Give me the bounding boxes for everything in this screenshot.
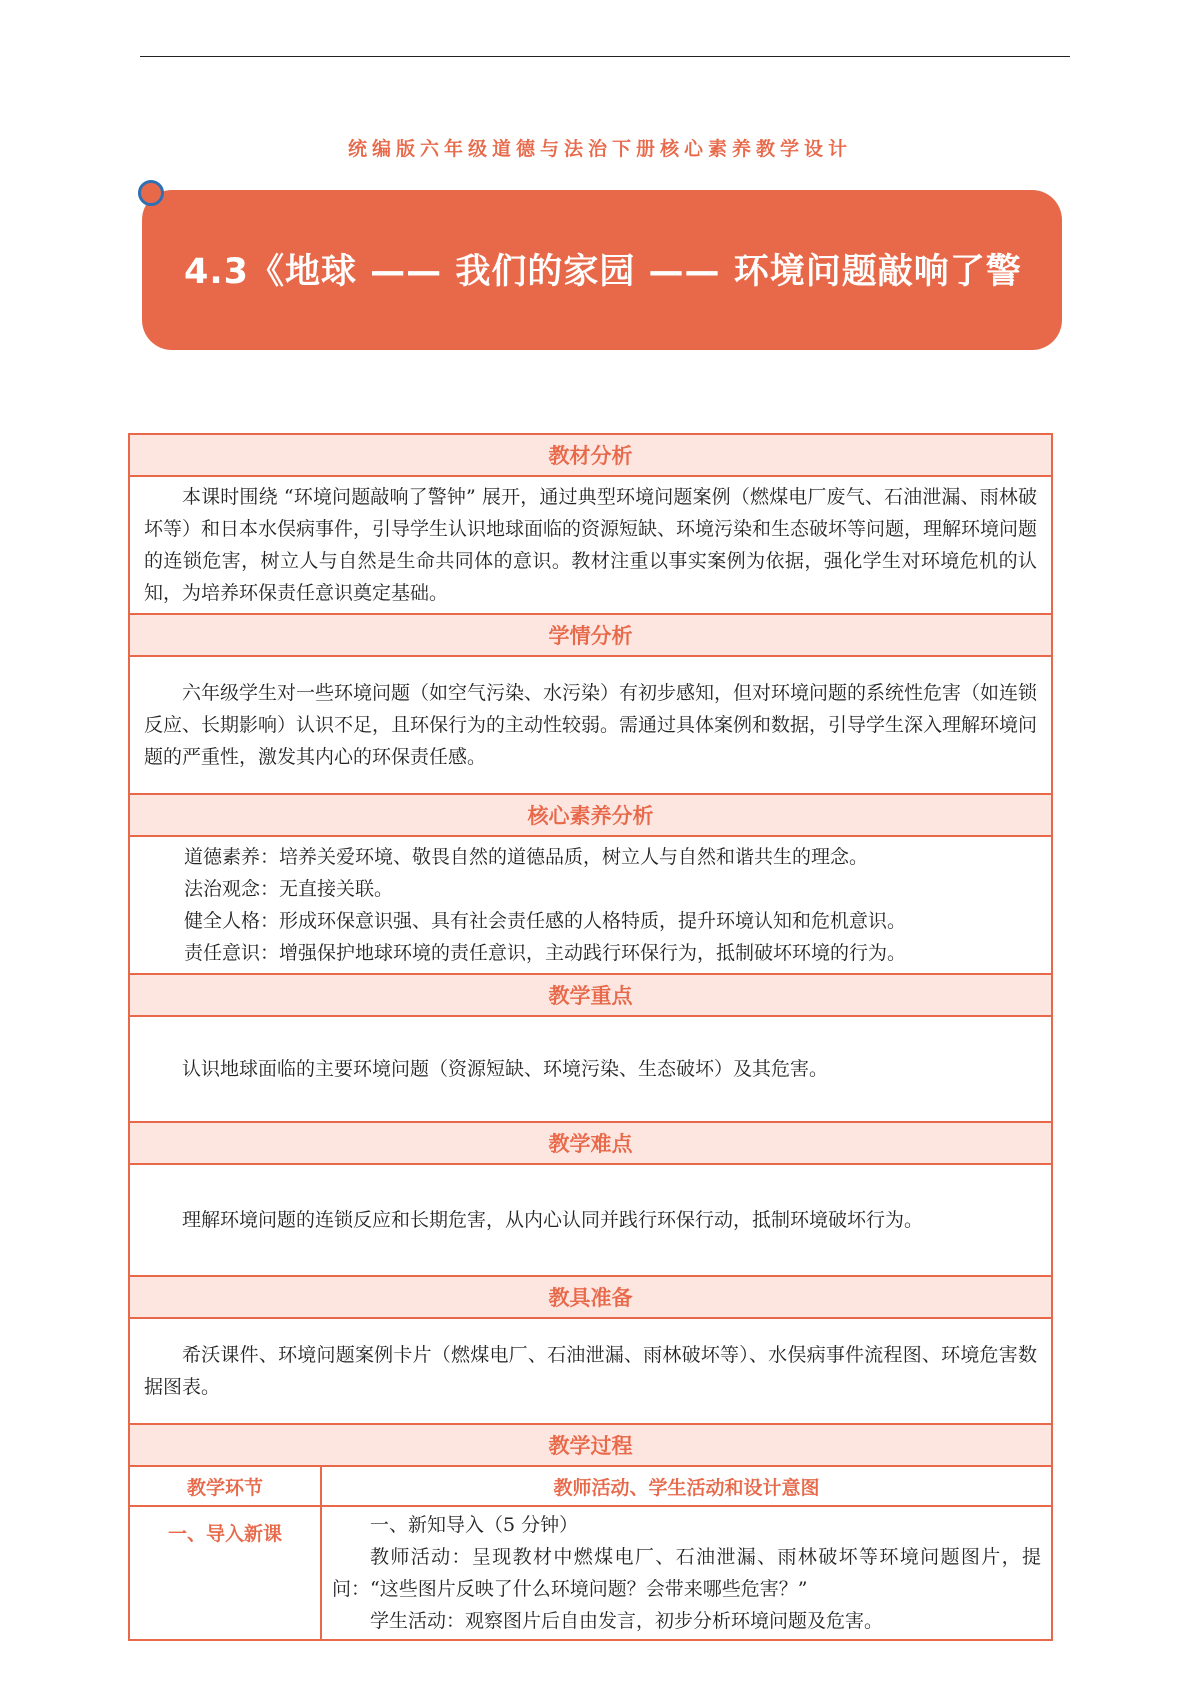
section-body-students — [129, 656, 1052, 794]
section-body-difficulties — [129, 1164, 1052, 1276]
section-body-materials — [129, 1318, 1052, 1424]
materials-text: 希沃课件、环境问题案例卡片（燃煤电厂、石油泄漏、雨林破坏等）、水俣病事件流程图、环境危害数据图表。 — [144, 1344, 1037, 1398]
section-heading-students: 学情分析 — [129, 614, 1052, 656]
section-heading-textbook: 教材分析 — [129, 434, 1052, 476]
stage-name: 一、导入新课 — [129, 1506, 321, 1640]
difficulties-text: 理解环境问题的连锁反应和长期危害，从内心认同并践行环保行动，抵制环境破坏行为。 — [182, 1209, 924, 1231]
lesson-plan-table — [128, 433, 1053, 1641]
column-header-stage: 教学环节 — [129, 1466, 321, 1506]
textbook-analysis-text: 本课时围绕 “环境问题敲响了警钟” 展开，通过典型环境问题案例（燃煤电厂废气、石油泄漏、雨林破坏等）和日本水俣病事件，引导学生认识地球面临的资源短缺、环境污染和生态破坏等问题，理解环境问题的连锁危害，树立人与自然是生命共同体的意识。教材注重以事实案例为依据，强化学生对环境危机的认知，为培养环保责任意识奠定基础。 — [144, 486, 1038, 604]
section-heading-difficulties: 教学难点 — [129, 1122, 1052, 1164]
banner-circle-icon — [138, 180, 164, 206]
literacy-line: 健全人格：形成环保意识强、具有社会责任感的人格特质，提升环境认知和危机意识。 — [184, 910, 907, 932]
stage-activity-cell — [321, 1506, 1052, 1640]
literacy-line: 法治观念：无直接关联。 — [184, 878, 394, 900]
section-heading-key-points: 教学重点 — [129, 974, 1052, 1016]
stage-activity-line: 学生活动：观察图片后自由发言，初步分析环境问题及危害。 — [370, 1610, 884, 1632]
literacy-line: 责任意识：增强保护地球环境的责任意识，主动践行环保行为，抵制破坏环境的行为。 — [184, 942, 907, 964]
key-points-text: 认识地球面临的主要环境问题（资源短缺、环境污染、生态破坏）及其危害。 — [182, 1058, 829, 1080]
lesson-title: 4.3《地球 —— 我们的家园 —— 环境问题敲响了警 — [184, 252, 1022, 292]
top-rule — [140, 56, 1070, 57]
stage-activity-line: 教师活动：呈现教材中燃煤电厂、石油泄漏、雨林破坏等环境问题图片，提问：“这些图片反映了什么环境问题？会带来哪些危害？” — [332, 1546, 1041, 1600]
section-heading-materials: 教具准备 — [129, 1276, 1052, 1318]
student-analysis-text: 六年级学生对一些环境问题（如空气污染、水污染）有初步感知，但对环境问题的系统性危害（如连锁反应、长期影响）认识不足，且环保行为的主动性较弱。需通过具体案例和数据，引导学生深入理解环境问题的严重性，激发其内心的环保责任感。 — [144, 682, 1038, 768]
section-body-literacy — [129, 836, 1052, 974]
section-body-textbook — [129, 476, 1052, 614]
section-heading-literacy: 核心素养分析 — [129, 794, 1052, 836]
title-banner — [142, 190, 1062, 350]
section-heading-process: 教学过程 — [129, 1424, 1052, 1466]
stage-activity-line: 一、新知导入（5 分钟） — [370, 1514, 579, 1536]
section-body-key-points — [129, 1016, 1052, 1122]
column-header-activity: 教师活动、学生活动和设计意图 — [321, 1466, 1052, 1506]
literacy-line: 道德素养：培养关爱环境、敬畏自然的道德品质，树立人与自然和谐共生的理念。 — [184, 846, 869, 868]
series-title: 统编版六年级道德与法治下册核心素养教学设计 — [347, 138, 852, 160]
